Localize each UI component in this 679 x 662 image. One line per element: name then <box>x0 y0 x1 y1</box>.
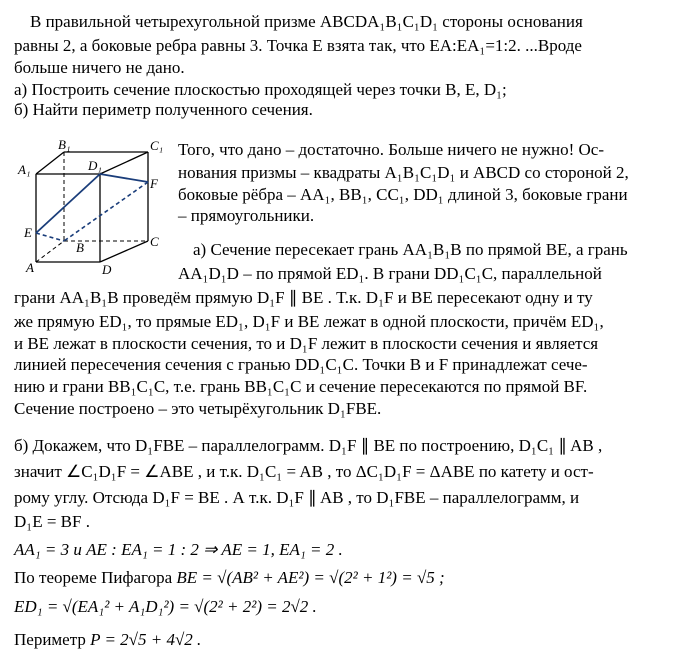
part-a-line-4: же прямую ED₁, то прямые ED₁, D₁F и BE лежат в одной плоскости, причём ED₁, <box>14 312 604 331</box>
problem-line-4: а) Построить сечение плоскостью проходящей через точки B, E, D₁; <box>14 80 507 99</box>
part-b-line-2: значит ∠C₁D₁F = ∠ABE , и т.к. D₁C₁ = AB , то ΔC₁D₁F = ΔABE по катету и ост- <box>14 462 594 481</box>
label-D1: D₁ <box>88 158 102 173</box>
problem-line-3: больше ничего не дано. <box>14 58 185 77</box>
perimeter-value: P = 2√5 + 4√2 . <box>90 630 202 649</box>
formula-be: BE = √(AB² + AE²) = √(2² + 1²) = √5 ; <box>176 568 445 587</box>
given-line-3: боковые рёбра – AA₁, BB₁, CC₁, DD₁ длиной 3, боковые грани <box>178 185 628 204</box>
part-a-line-1: а) Сечение пересекает грань AA₁B₁B по прямой BE, а грань <box>193 240 628 259</box>
formula-pythagoras-prefix: По теореме Пифагора <box>14 568 173 587</box>
prism-figure <box>16 138 176 278</box>
part-a-line-5: и BE лежат в плоскости сечения, то и D₁F лежит в плоскости сечения и является <box>14 334 599 353</box>
given-line-1: Того, что дано – достаточно. Больше ничего не нужно! Ос- <box>178 140 604 159</box>
part-a-line-8: Сечение построено – это четырёхугольник D₁FBE. <box>14 399 382 418</box>
part-a-line-2: AA₁D₁D – по прямой ED₁. В грани DD₁C₁C, параллельной <box>178 264 602 283</box>
label-C: C <box>150 234 159 249</box>
problem-line-1: В правильной четырехугольной призме ABCDA₁B₁C₁D₁ стороны основания <box>30 12 583 31</box>
label-D: D <box>102 262 112 277</box>
label-B: B <box>76 240 84 255</box>
part-a-line-7: нию и грани BB₁C₁C, т.е. грань BB₁C₁C и сечение пересекаются по прямой BF. <box>14 377 588 396</box>
formula-perimeter <box>14 630 201 650</box>
label-A1: A₁ <box>18 162 31 177</box>
label-C1: C₁ <box>150 138 164 153</box>
label-F: F <box>150 176 158 191</box>
part-a-line-3: грани AA₁B₁B проведём прямую D₁F ∥ BE . Т.к. D₁F и BE пересекают одну и ту <box>14 288 593 307</box>
formula-pythagoras <box>14 568 445 588</box>
label-E: E <box>24 225 32 240</box>
problem-line-5: б) Найти периметр полученного сечения. <box>14 100 313 119</box>
part-b-line-1: б) Докажем, что D₁FBE – параллелограмм. D₁F ∥ BE по построению, D₁C₁ ∥ AB , <box>14 436 603 455</box>
part-b-line-3: рому углу. Отсюда D₁F = BE . А т.к. D₁F ∥ AB , то D₁FBE – параллелограмм, и <box>14 488 580 507</box>
formula-ratio: AA₁ = 3 и AE : EA₁ = 1 : 2 ⇒ AE = 1, EA₁ = 2 . <box>14 540 343 559</box>
given-line-2: нования призмы – квадраты A₁B₁C₁D₁ и ABCD со стороной 2, <box>178 163 629 182</box>
given-line-4: – прямоугольники. <box>178 206 315 225</box>
part-b-line-4: D₁E = BF . <box>14 512 90 531</box>
perimeter-prefix: Периметр <box>14 630 86 649</box>
label-A: A <box>26 260 34 275</box>
part-a-line-6: линией пересечения сечения с гранью DD₁C₁C. Точки B и F принадлежат сече- <box>14 355 588 374</box>
label-B1: B₁ <box>58 138 71 152</box>
formula-ed1: ED₁ = √(EA₁² + A₁D₁²) = √(2² + 2²) = 2√2 . <box>14 597 317 616</box>
problem-line-2: равны 2, а боковые ребра равны 3. Точка E взята так, что EA:EA₁=1:2. ...Вроде <box>14 36 582 55</box>
